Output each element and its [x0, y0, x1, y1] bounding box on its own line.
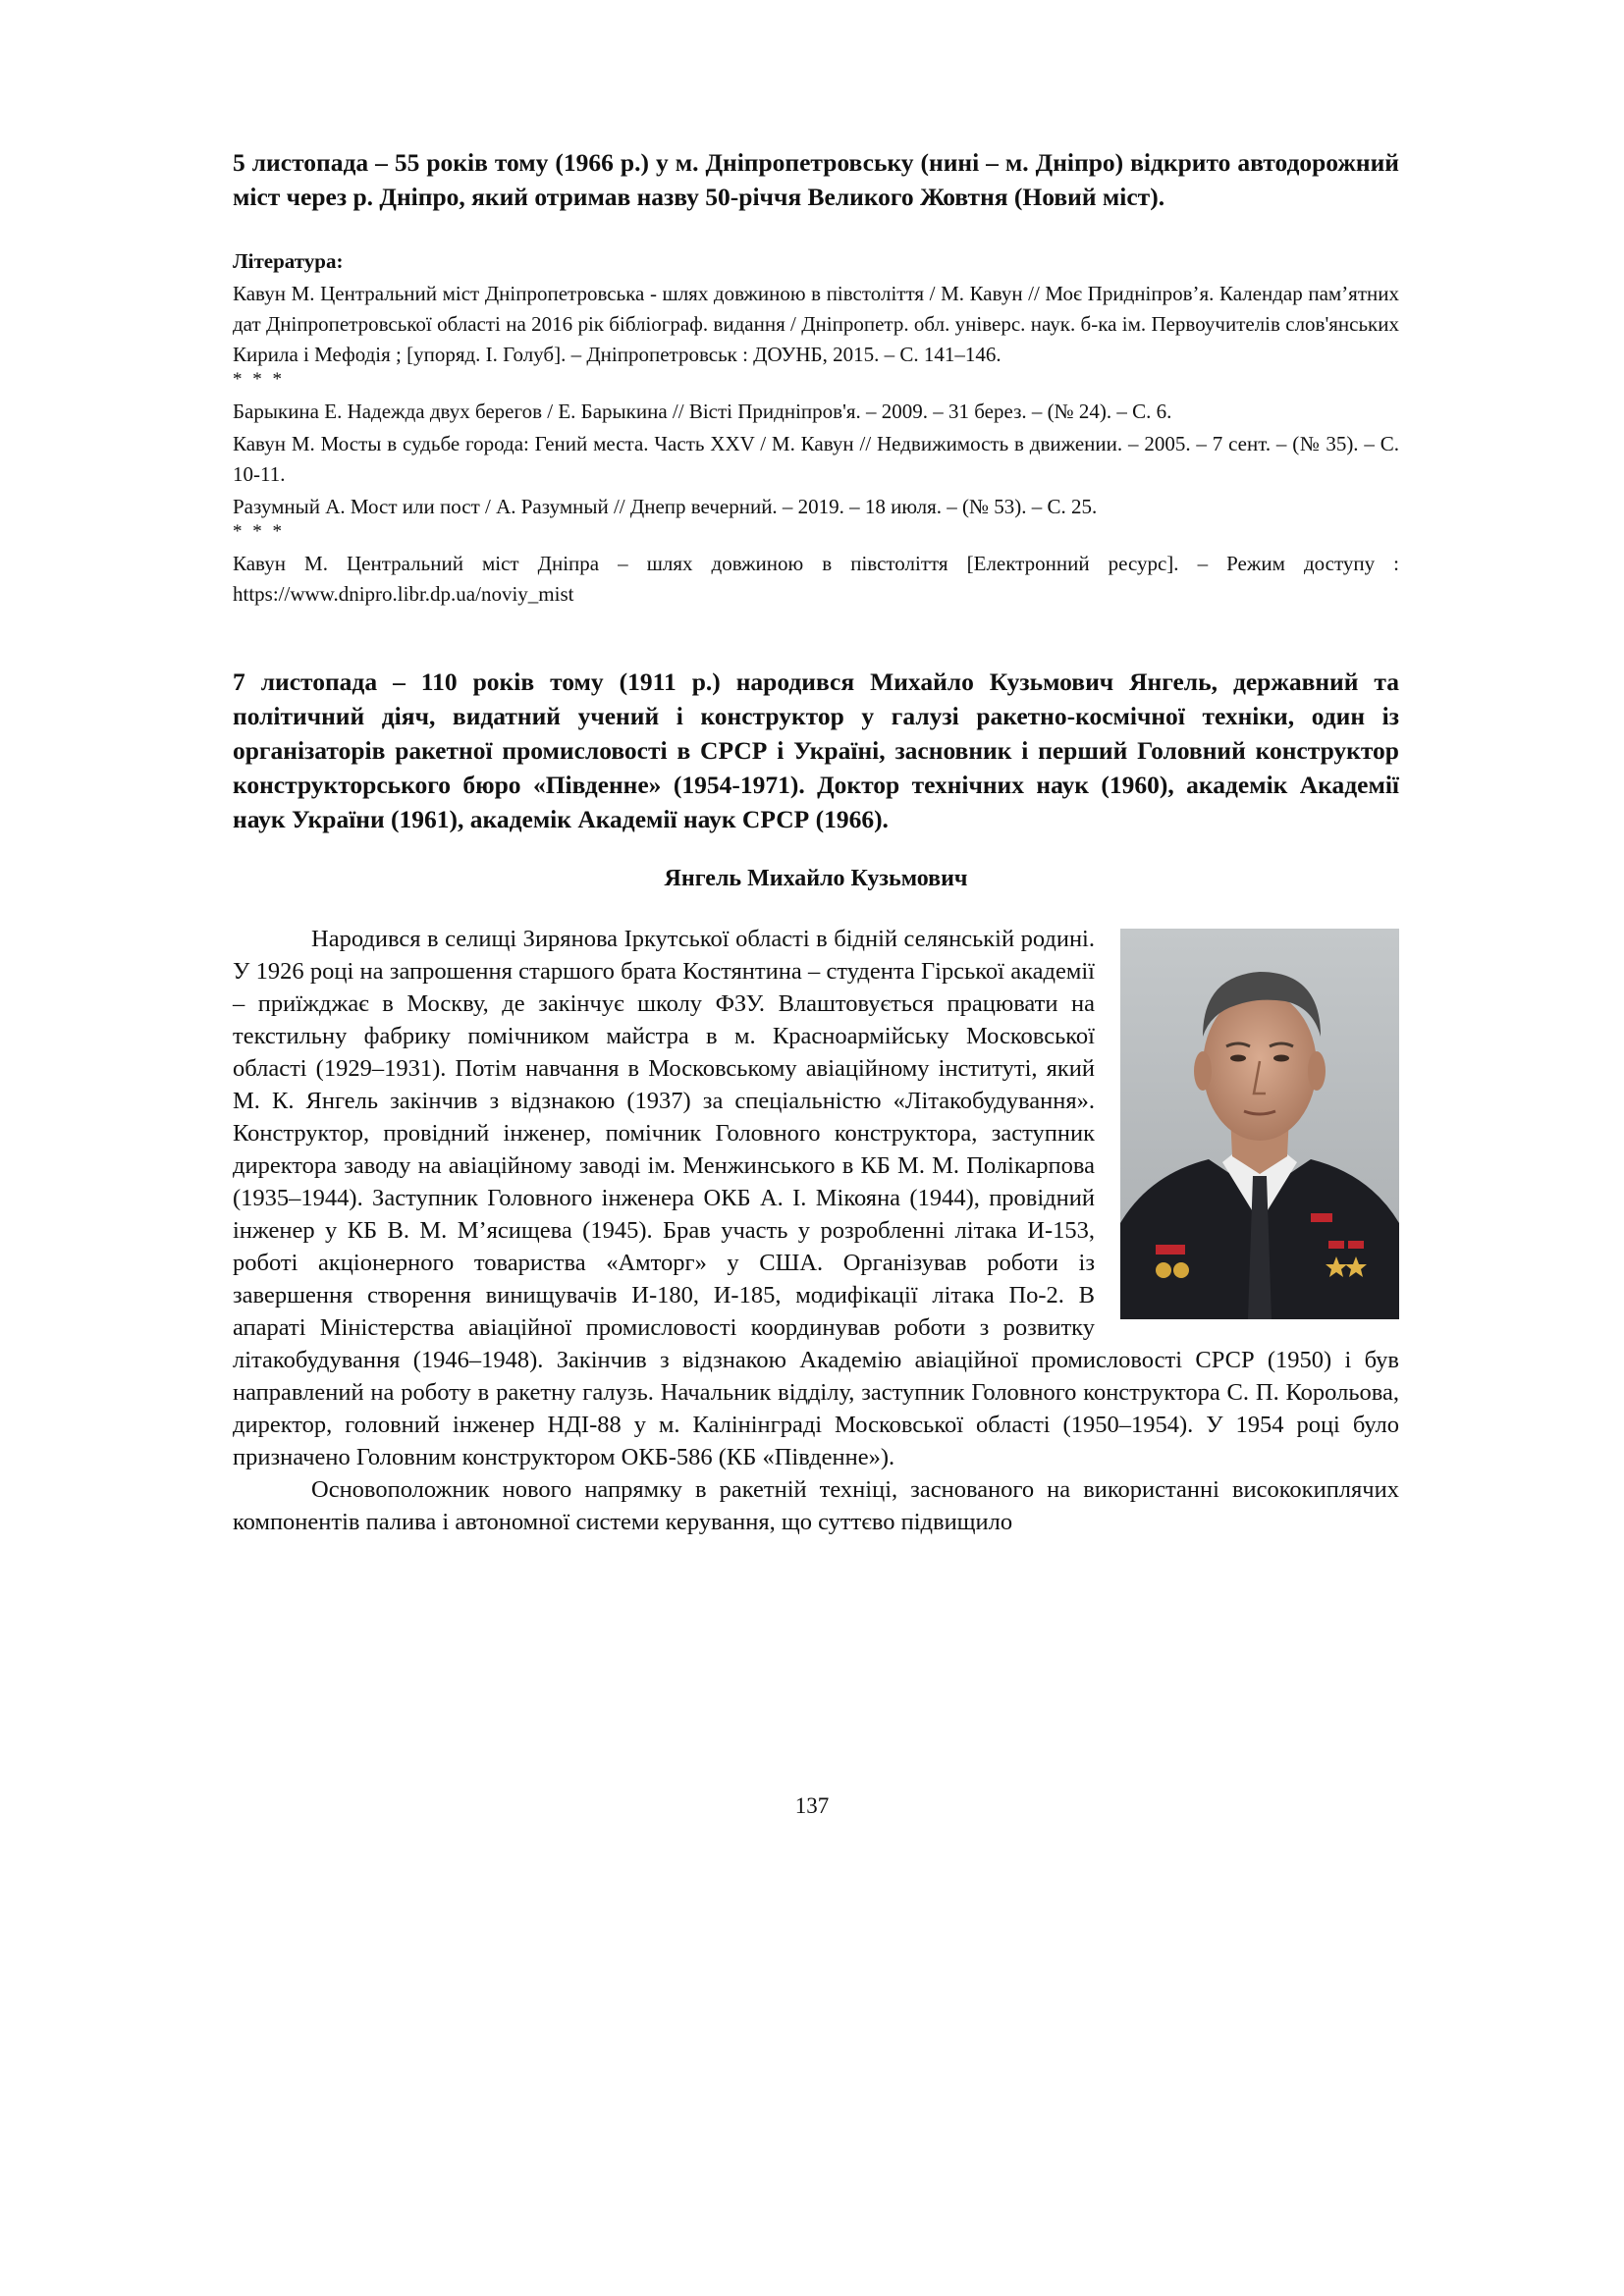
page-number: 137 [794, 1793, 830, 1818]
biography-paragraph: Народився в селищі Зирянова Іркутської області в бідній селянській родині. У 1926 році на запрошення старшого брата Костянтина – студента Гірської академії – приїжджає в Москву, де закінчує школу ФЗУ. Влаштовується працювати на текстильну фабрику помічником майстра в м. Красноармійську Московської області (1929–1931). Потім навчання в Московському авіаційному інституті, який М. К. Янгель закінчив з відзнакою (1937) за спеціальністю «Літакобудування». Конструктор, провідний інженер, помічник Головного конструктора, заступник директора заводу на авіаційному заводі ім. Менжинського в КБ М. М. Полікарпова (1935–1944). Заступник Головного інженера ОКБ А. І. Мікояна (1944), провідний інженер у КБ В. М. М’ясищева (1945). Брав участь у розробленні літака И-153, роботі акціонерного товариства «Амторг» у США. Організував роботи із завершення створення винищувачів И-180, И-185, модифікації літака По-2. В апараті Міністерства авіаційної промисловості координував роботи з розвитку літакобудування (1946–1948). Закінчив з відзнакою Академію авіаційної промисловості СРСР (1950) і був направлений на роботу в ракетну галузь. Начальник відділу, заступник Головного конструктора С. П. Корольова, директор, головний інженер НДІ-88 у м. Калінінграді Московської області (1950–1954). У 1954 році було призначено Головним конструктором ОКБ-586 (КБ «Південне»). [233, 926, 1399, 1470]
entry-heading: 7 листопада – 110 років тому (1911 р.) народився Михайло Кузьмович Янгель, державний та політичний діяч, видатний учений і конструктор у галузі ракетно-космічної техніки, один із організаторів ракетної промисловості в СРСР і Україні, засновник і перший Головний конструктор конструкторського бюро «Південне» (1954-1971). Доктор технічних наук (1960), академік Академії наук України (1961), академік Академії наук СРСР (1966). [233, 667, 1399, 833]
page-content [233, 145, 1399, 1538]
entry-heading: 5 листопада – 55 років тому (1966 р.) у м. Дніпропетровську (нині – м. Дніпро) відкрито автодорожний міст через р. Дніпро, який отримав назву 50-річчя Великого Жовтня (Новий міст). [233, 148, 1399, 211]
separator: * * * [233, 369, 285, 390]
reference-item: Разумный А. Мост или пост / А. Разумный // Днепр вечерний. – 2019. – 18 июля. – (№ 53). – С. 25. [233, 495, 1098, 518]
biography-paragraph: Основоположник нового напрямку в ракетній техніці, заснованого на використанні висококиплячих компонентів палива і автономної системи керування, що суттєво підвищило [233, 1476, 1399, 1535]
separator: * * * [233, 521, 285, 542]
reference-item: Кавун М. Мосты в судьбе города: Гений места. Часть XXV / М. Кавун // Недвижимость в движении. – 2005. – 7 сент. – (№ 35). – С. 10-11. [233, 432, 1399, 486]
literature-label: Література: [233, 249, 344, 273]
reference-item: Кавун М. Центральний міст Дніпра – шлях довжиною в півстоліття [Електронний ресурс]. – Режим доступу : https://www.dnipro.libr.dp.ua/noviy_mist [233, 552, 1399, 606]
person-name: Янгель Михайло Кузьмович [664, 866, 968, 891]
reference-item: Барыкина Е. Надежда двух берегов / Е. Барыкина // Вісті Придніпров'я. – 2009. – 31 берез. – (№ 24). – С. 6. [233, 400, 1172, 423]
portrait-photo [1120, 929, 1399, 1319]
reference-item: Кавун М. Центральний міст Дніпропетровська - шлях довжиною в півстоліття / М. Кавун // Моє Придніпров’я. Календар пам’ятних дат Дніпропетровської області на 2016 рік бібліограф. видання / Дніпропетр. обл. універс. наук. б-ка ім. Первоучителів слов'янських Кирила і Мефодія ; [упоряд. І. Голуб]. – Дніпропетровськ : ДОУНБ, 2015. – С. 141–146. [233, 282, 1399, 366]
portrait-image [1120, 929, 1399, 1319]
